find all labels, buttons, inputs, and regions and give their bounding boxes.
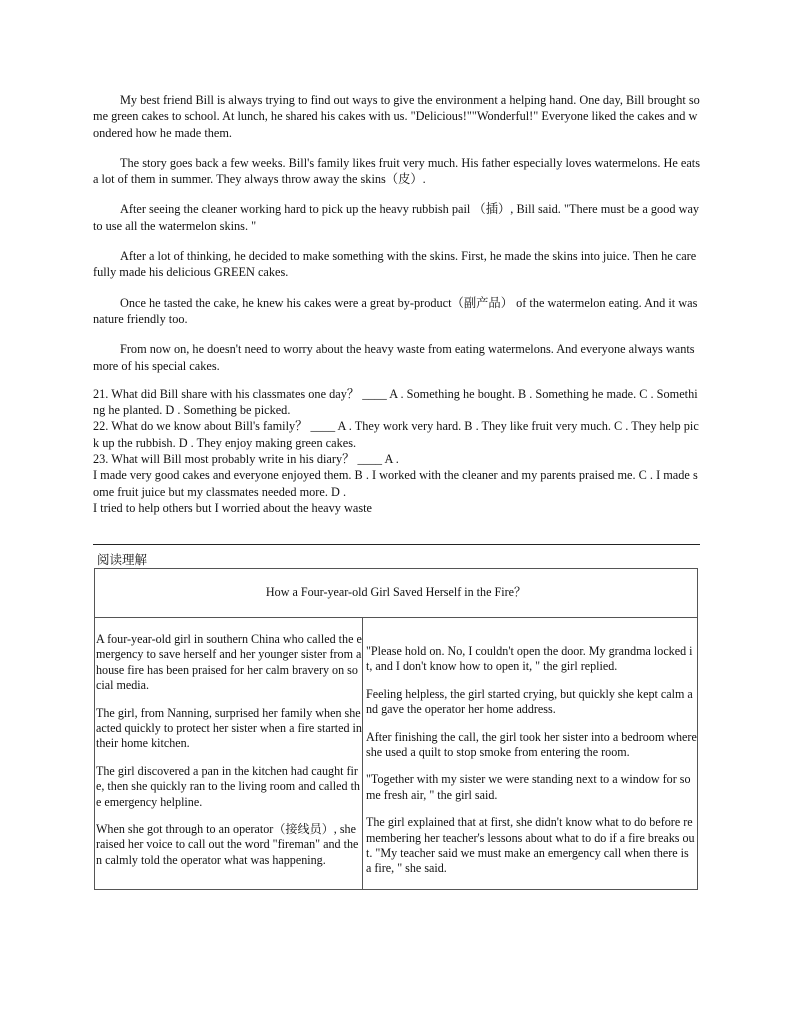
question-23: 23. What will Bill most probably write in his diary？ ____ A .	[93, 452, 399, 467]
article-paragraph: When she got through to an operator（接线员）, she raised her voice to call out the word "fireman" and then calmly told the operator what was happening.	[96, 822, 359, 867]
question-23-option-d: I tried to help others but I worried about the heavy waste	[93, 500, 372, 515]
article-paragraph: "Please hold on. No, I couldn't open the door. My grandma locked it, and I don't know how to open it, " the girl replied.	[366, 644, 693, 674]
question-list	[93, 386, 700, 516]
section-divider	[93, 544, 700, 545]
article-paragraph: The girl discovered a pan in the kitchen had caught fire, then she quickly ran to the living room and called the emergency helpline.	[96, 763, 360, 809]
passage-title: How a Four-year-old Girl Saved Herself in the Fire？	[95, 569, 698, 618]
article-paragraph: "Together with my sister we were standing next to a window for some fresh air, " the girl said.	[366, 772, 691, 802]
left-column	[95, 618, 363, 890]
question-22: 22. What do we know about Bill's family？ ____ A . They work very hard. B . They like fruit very much. C . They help pick up the rubbish. D . They enjoy making green cakes.	[93, 419, 699, 450]
passage-paragraph: After seeing the cleaner working hard to pick up the heavy rubbish pail （插）, Bill said. "There must be a good way to use all the watermelon skins. "	[93, 202, 700, 233]
passage-paragraph: My best friend Bill is always trying to find out ways to give the environment a helping hand. One day, Bill brought some green cakes to school. At lunch, he shared his cakes with us. "Delicious!""Wonderful!" Everyone liked the cakes and wondered how he made them.	[93, 93, 700, 140]
article-paragraph: A four-year-old girl in southern China who called the emergency to save herself and her younger sister from a house fire has been praised for her calm bravery on social media.	[96, 632, 362, 693]
question-23-options: I made very good cakes and everyone enjoyed them. B . I worked with the cleaner and my parents praised me. C . I made some fruit juice but my classmates needed more. D .	[93, 468, 698, 499]
question-21: 21. What did Bill share with his classmates one day？ ____ A . Something he bought. B . Something he made. C . Something he planted. D . Something be picked.	[93, 386, 698, 418]
article-paragraph: After finishing the call, the girl took her sister into a bedroom where she used a quilt to stop smoke from entering the room.	[366, 729, 697, 760]
passage-1	[93, 92, 700, 516]
passage-paragraph: Once he tasted the cake, he knew his cakes were a great by-product（副产品） of the watermelon eating. And it was nature friendly too.	[93, 295, 698, 326]
article-paragraph: The girl, from Nanning, surprised her family when she acted quickly to protect her sister when a fire started in their home kitchen.	[96, 705, 362, 751]
passage-paragraph: The story goes back a few weeks. Bill's family likes fruit very much. His father especially loves watermelons. He eats a lot of them in summer. They always throw away the skins（皮）.	[93, 155, 700, 187]
reading-table	[94, 568, 698, 890]
article-paragraph: Feeling helpless, the girl started crying, but quickly she kept calm and gave the operator her home address.	[366, 686, 693, 717]
passage-paragraph: After a lot of thinking, he decided to make something with the skins. First, he made the skins into juice. Then he carefully made his delicious GREEN cakes.	[93, 249, 697, 280]
article-paragraph: The girl explained that at first, she didn't know what to do before remembering her teacher's lessons about what to do if a fire breaks out. "My teacher said we must make an emergency call when there is a fire, " she said.	[366, 815, 695, 876]
right-column	[363, 618, 698, 890]
section-label: 阅读理解	[97, 553, 148, 567]
passage-paragraph: From now on, he doesn't need to worry about the heavy waste from eating watermelons. And everyone always wants more of his special cakes.	[93, 342, 695, 373]
